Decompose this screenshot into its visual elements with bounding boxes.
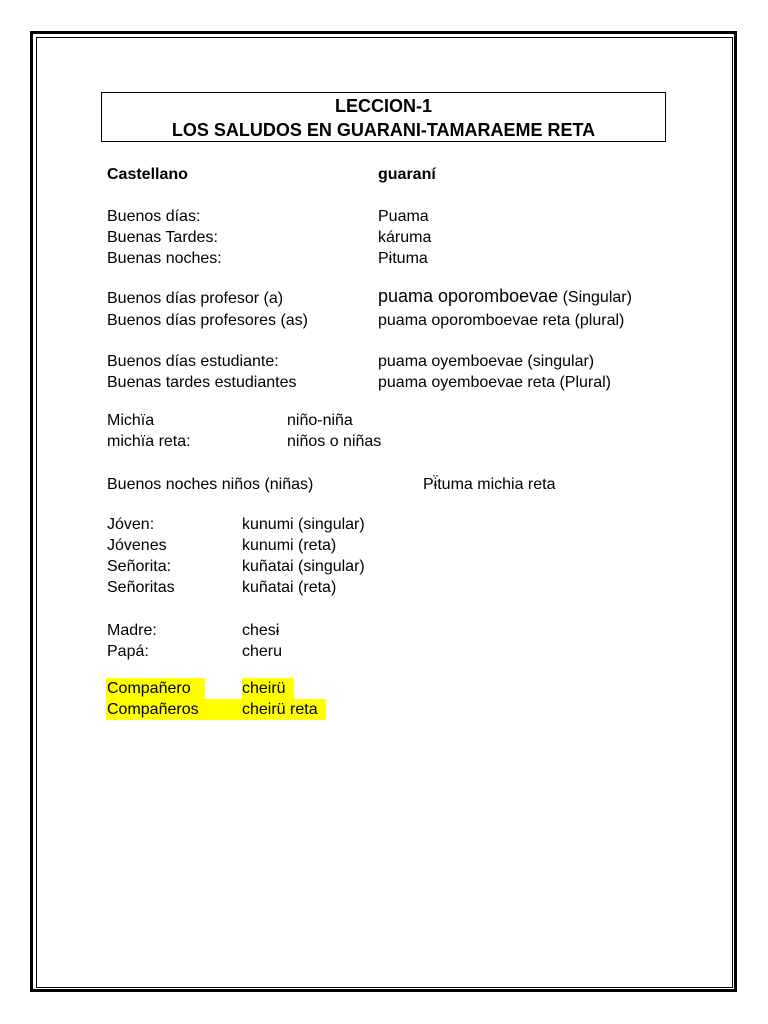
greeting-gn: káruma — [378, 229, 432, 246]
youth-es: Señorita: — [107, 558, 172, 575]
greeting-es: Buenos días: — [107, 208, 201, 225]
companions-gn: cheirü reta — [242, 699, 326, 720]
student-es: Buenos días estudiante: — [107, 353, 279, 370]
student-es: Buenas tardes estudiantes — [107, 374, 297, 391]
youth-gn: kuñatai (reta) — [242, 579, 337, 596]
teacher-gn-note: (Singular) — [558, 289, 632, 306]
child-gn: Michïa — [107, 412, 155, 429]
parent-gn: chesɨ — [242, 622, 280, 639]
child-es: niños o niñas — [287, 433, 382, 450]
parent-es: Papá: — [107, 643, 149, 660]
youth-es: Jóven: — [107, 516, 155, 533]
header-castellano: Castellano — [107, 166, 188, 183]
teachers-gn: puama oporomboevae reta (plural) — [378, 312, 625, 329]
student-gn: puama oyemboevae reta (Plural) — [378, 374, 612, 391]
night-children-gn: Pɨ̈tuma michia reta — [423, 476, 556, 493]
greeting-gn: Puama — [378, 208, 429, 225]
child-gn: michïa reta: — [107, 433, 191, 450]
companion-es: Compañero — [106, 678, 205, 699]
youth-es: Señoritas — [107, 579, 175, 596]
teachers-es: Buenos días profesores (as) — [107, 312, 308, 329]
youth-gn: kunumi (reta) — [242, 537, 337, 554]
companion-gn: cheirü — [242, 678, 294, 699]
teacher-gn-main: puama oporomboevae — [378, 286, 559, 306]
youth-gn: kunumi (singular) — [242, 516, 365, 533]
youth-gn: kuñatai (singular) — [242, 558, 365, 575]
child-es: niño-niña — [287, 412, 353, 429]
youth-es: Jóvenes — [107, 537, 167, 554]
greeting-es: Buenas noches: — [107, 250, 222, 267]
lesson-title: LECCION-1 — [334, 96, 432, 116]
greeting-es: Buenas Tardes: — [107, 229, 218, 246]
teacher-es: Buenos días profesor (a) — [107, 290, 284, 307]
lesson-subtitle: LOS SALUDOS EN GUARANI-TAMARAEME RETA — [171, 120, 596, 140]
header-guarani: guaraní — [378, 166, 436, 183]
parent-es: Madre: — [107, 622, 157, 639]
companions-es: Compañeros — [106, 699, 243, 720]
parent-gn: cheru — [242, 643, 283, 660]
greeting-gn: Pɨtuma — [378, 250, 428, 267]
teacher-gn — [378, 286, 632, 308]
lesson-title-box — [101, 92, 666, 142]
student-gn: puama oyemboevae (singular) — [378, 353, 595, 370]
night-children-es: Buenos noches niños (niñas) — [107, 476, 314, 493]
